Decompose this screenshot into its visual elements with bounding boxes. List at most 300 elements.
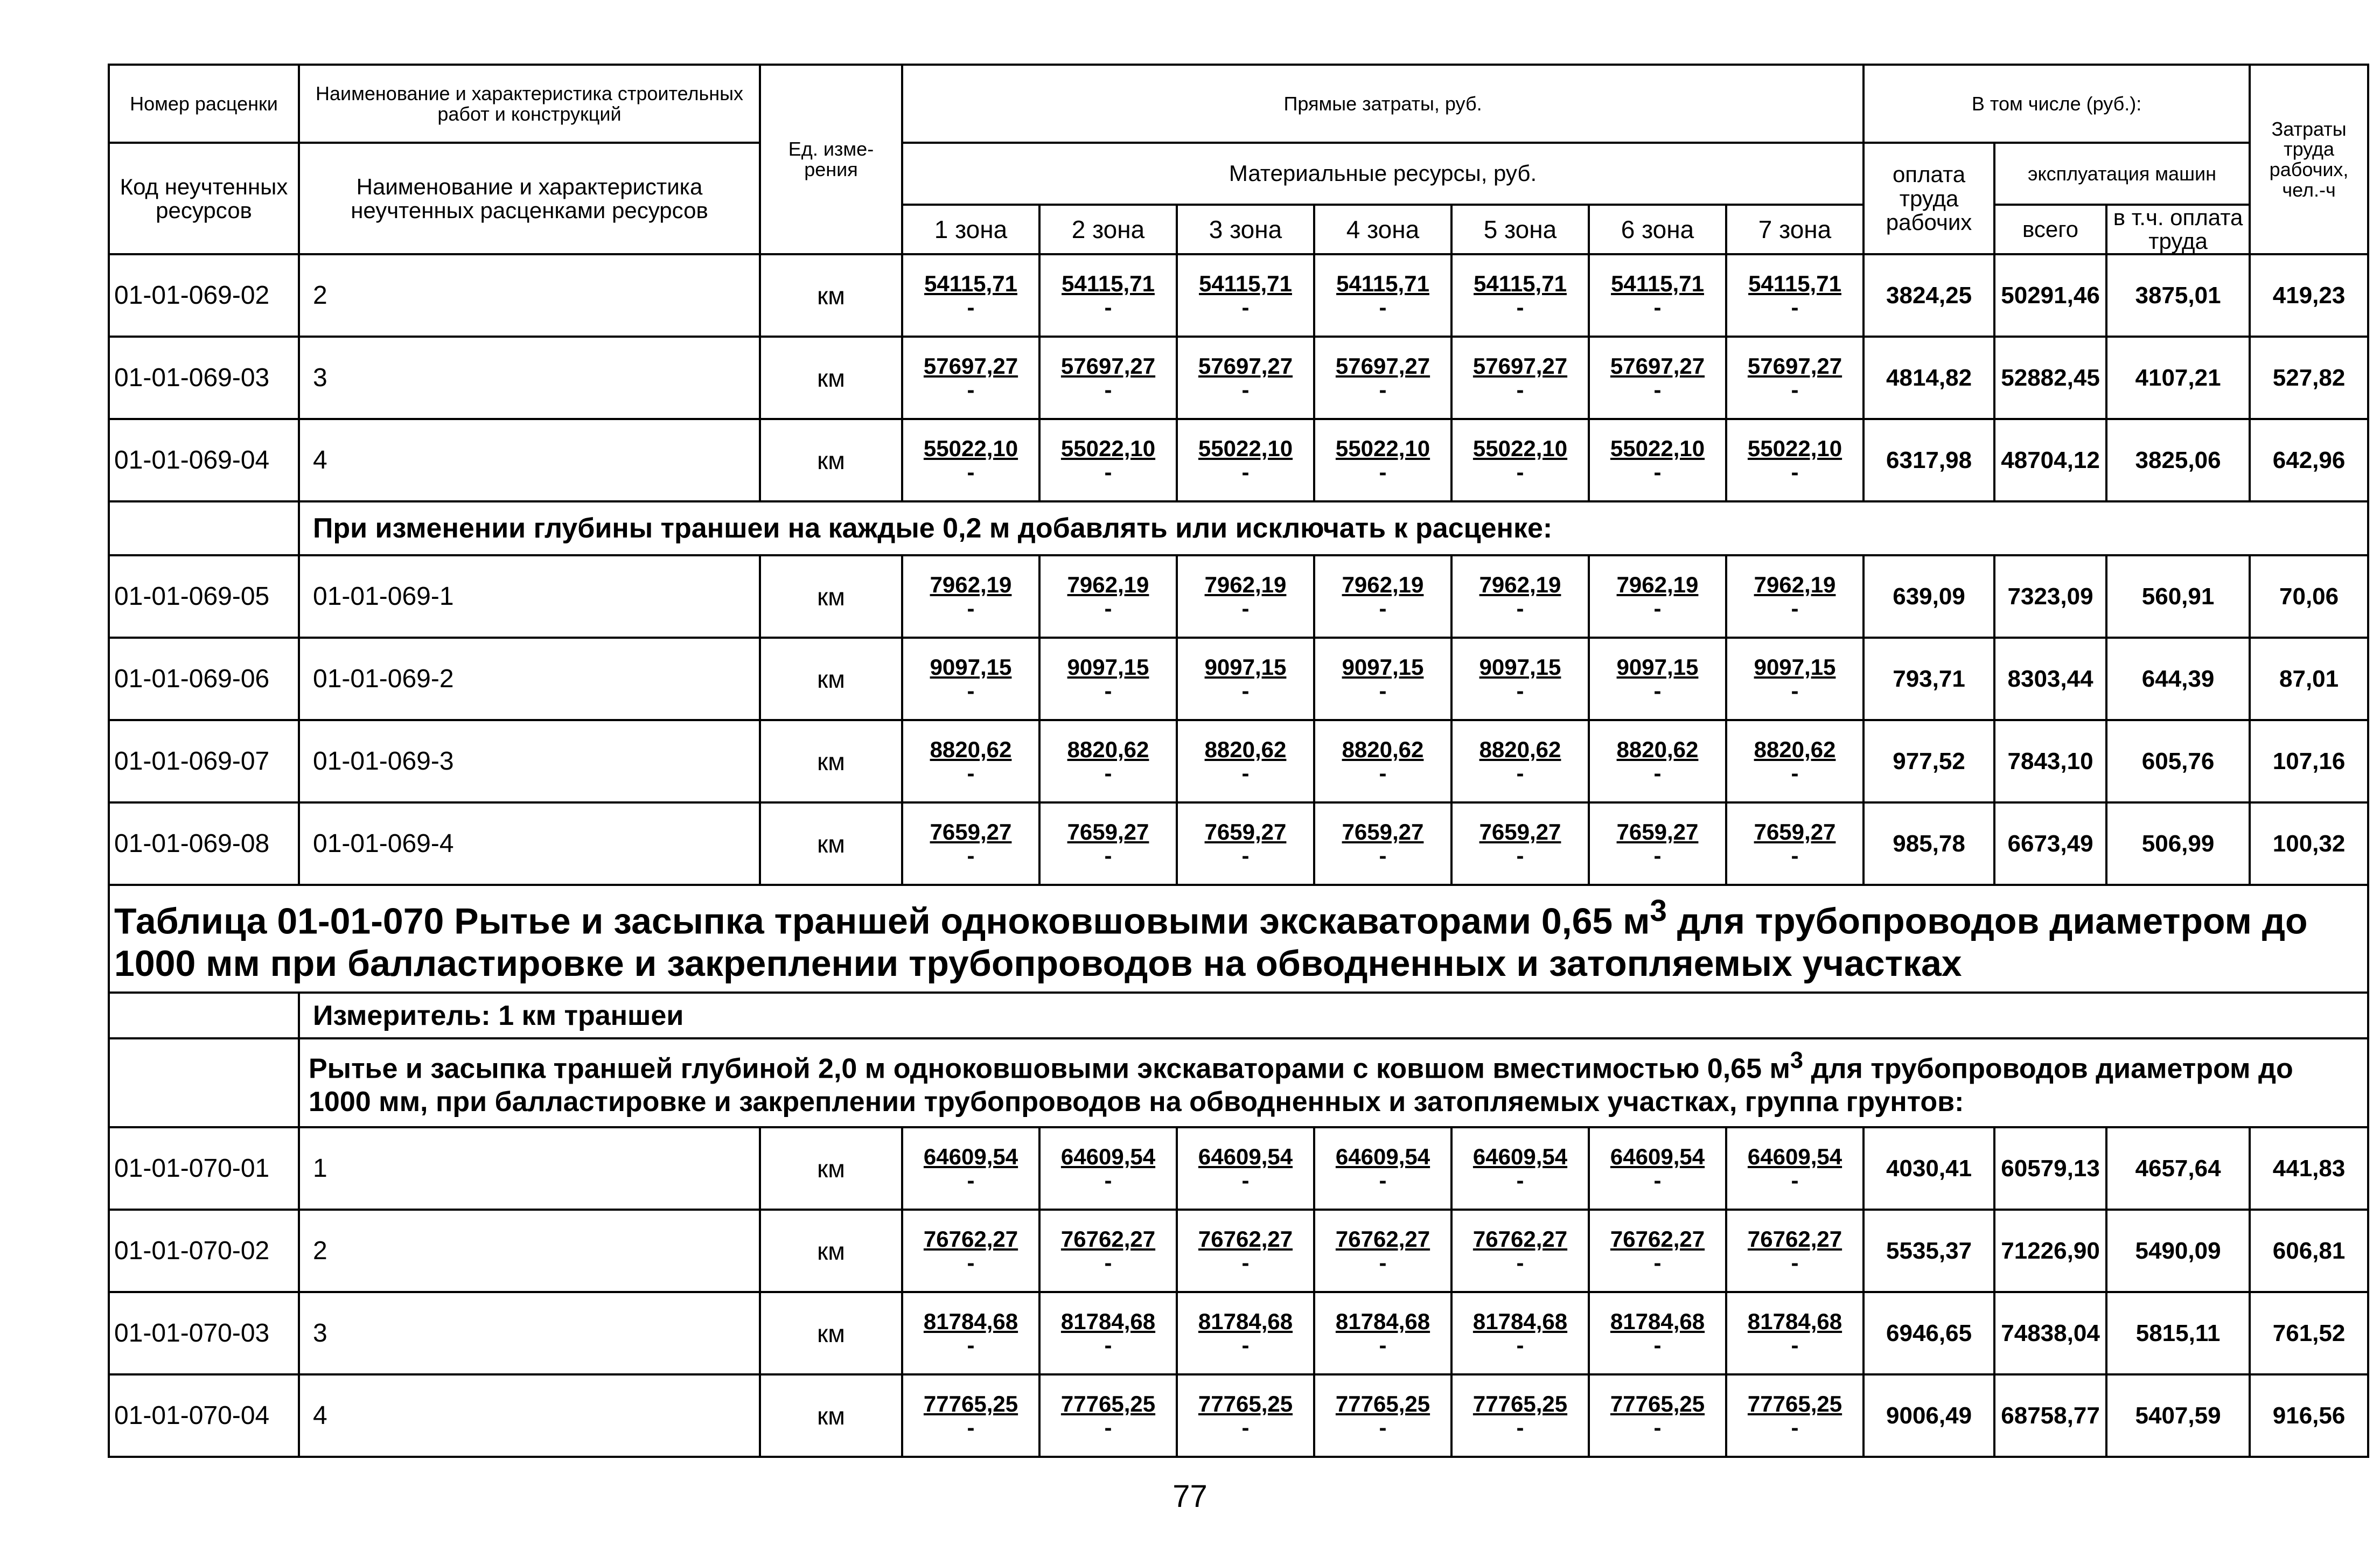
zone-cost-sub: - — [1379, 760, 1387, 786]
header-work-name: Наименование и характеристика строительных работ и конструкций — [299, 65, 760, 143]
zone-cost-cell — [1451, 419, 1589, 501]
zone-cost-sub: - — [967, 1332, 975, 1358]
zone-cost: 9097,15 — [1204, 654, 1287, 680]
zone-cost-sub: - — [1791, 595, 1799, 621]
zone-cost: 7962,19 — [1479, 571, 1561, 597]
zone-cost: 7659,27 — [1616, 819, 1699, 844]
zone-cost-cell — [1451, 555, 1589, 638]
zone-cost-sub: - — [1104, 376, 1112, 402]
rate-unit: км — [760, 1210, 902, 1292]
zone-cost-sub: - — [1379, 294, 1387, 320]
zone-cost: 7659,27 — [1754, 819, 1836, 844]
zone-cost-sub: - — [1104, 842, 1112, 868]
zone-cost-sub: - — [1241, 1249, 1250, 1275]
zone-cost-sub: - — [1516, 842, 1524, 868]
table-row — [109, 1374, 2368, 1457]
zone-cost: 54115,71 — [1611, 270, 1704, 296]
zone-cost: 7962,19 — [1342, 571, 1424, 597]
zone-cost-sub: - — [967, 760, 975, 786]
zone-cost-sub: - — [1379, 1332, 1387, 1358]
zone-cost: 76762,27 — [1747, 1226, 1842, 1252]
zone-cost-cell — [1451, 1210, 1589, 1292]
zone-cost: 8820,62 — [1754, 736, 1836, 762]
zone-cost-cell — [1589, 1374, 1726, 1457]
zone-cost-cell — [1589, 802, 1726, 885]
zone-cost-cell — [1039, 802, 1177, 885]
table-row — [109, 1127, 2368, 1210]
zone-cost: 7962,19 — [1067, 571, 1149, 597]
zone-cost: 57697,27 — [1060, 353, 1156, 379]
machines-total-value: 8303,44 — [1994, 638, 2106, 720]
meter-row — [109, 993, 2368, 1038]
zone-cost-cell — [1726, 419, 1863, 501]
zone-cost-sub: - — [1791, 459, 1799, 485]
rate-unit: км — [760, 802, 902, 885]
machines-total-value: 6673,49 — [1994, 802, 2106, 885]
zone-cost-sub: - — [1379, 459, 1387, 485]
zone-cost: 77765,25 — [923, 1391, 1018, 1416]
machines-wages-value: 605,76 — [2106, 720, 2250, 802]
header-including: В том числе (руб.): — [1863, 65, 2250, 143]
labor-value: 100,32 — [2250, 802, 2368, 885]
rate-name: 3 — [299, 337, 760, 419]
rate-name: 2 — [299, 1210, 760, 1292]
zone-cost-cell — [1451, 638, 1589, 720]
zone-cost-cell — [1589, 638, 1726, 720]
wages-value: 3824,25 — [1863, 254, 1994, 337]
zone-cost-sub: - — [1653, 1332, 1662, 1358]
zone-cost-cell — [1039, 1374, 1177, 1457]
table-row — [109, 1210, 2368, 1292]
zone-cost-cell — [1314, 1374, 1451, 1457]
zone-cost: 64609,54 — [1335, 1143, 1430, 1169]
header-labor: Затраты труда рабочих, чел.-ч — [2250, 65, 2368, 254]
zone-cost: 81784,68 — [1610, 1308, 1705, 1334]
zone-cost: 81784,68 — [1198, 1308, 1293, 1334]
rate-name: 01-01-069-4 — [299, 802, 760, 885]
zone-cost-sub: - — [1241, 760, 1250, 786]
zone-cost: 57697,27 — [923, 353, 1018, 379]
zone-cost-cell — [902, 802, 1039, 885]
table-title-row — [109, 885, 2368, 993]
zone-cost-cell — [902, 720, 1039, 802]
machines-total-value: 74838,04 — [1994, 1292, 2106, 1374]
price-table — [108, 64, 2369, 1458]
zone-cost-sub: - — [1379, 678, 1387, 703]
zone-cost-cell — [1314, 1210, 1451, 1292]
wages-value: 5535,37 — [1863, 1210, 1994, 1292]
zone-cost: 54115,71 — [924, 270, 1017, 296]
zone-cost-cell — [1177, 720, 1314, 802]
zone-cost-cell — [1726, 802, 1863, 885]
zone-cost-sub: - — [1653, 1249, 1662, 1275]
zone-cost-sub: - — [1791, 760, 1799, 786]
zone-cost: 77765,25 — [1747, 1391, 1842, 1416]
zone-cost-cell — [902, 1374, 1039, 1457]
zone-cost-sub: - — [1791, 1332, 1799, 1358]
zone-cost: 8820,62 — [1479, 736, 1561, 762]
header-machines-total: всего — [1994, 205, 2106, 254]
rate-unit: км — [760, 1127, 902, 1210]
depth-note: При изменении глубины траншеи на каждые 0,2 м добавлять или исключать к расценке: — [299, 501, 2368, 555]
zone-cost-cell — [902, 1127, 1039, 1210]
zone-cost-sub: - — [1653, 1167, 1662, 1193]
zone-cost: 81784,68 — [1335, 1308, 1430, 1334]
table-row — [109, 419, 2368, 501]
header-zone: 4 зона — [1314, 205, 1451, 254]
wages-value: 977,52 — [1863, 720, 1994, 802]
zone-cost: 64609,54 — [923, 1143, 1018, 1169]
zone-cost-sub: - — [1653, 678, 1662, 703]
rate-name: 01-01-069-3 — [299, 720, 760, 802]
zone-cost-sub: - — [1104, 760, 1112, 786]
zone-cost-sub: - — [1791, 376, 1799, 402]
zone-cost-sub: - — [1379, 595, 1387, 621]
zone-cost-sub: - — [967, 1249, 975, 1275]
zone-cost-cell — [1451, 337, 1589, 419]
zone-cost-cell — [1726, 638, 1863, 720]
zone-cost: 7659,27 — [1342, 819, 1424, 844]
zone-cost-sub: - — [1653, 760, 1662, 786]
zone-cost-sub: - — [967, 376, 975, 402]
zone-cost-sub: - — [967, 459, 975, 485]
zone-cost-sub: - — [1379, 1249, 1387, 1275]
zone-cost-cell — [1039, 1127, 1177, 1210]
zone-cost-cell — [1177, 555, 1314, 638]
zone-cost-sub: - — [1241, 678, 1250, 703]
zone-cost-cell — [1039, 254, 1177, 337]
zone-cost-sub: - — [1241, 294, 1250, 320]
wages-value: 985,78 — [1863, 802, 1994, 885]
text-part: Рытье и засыпка траншей глубиной 2,0 м одноковшовыми экскаваторами с ковшом вместимостью 0,65 м — [309, 1052, 1790, 1084]
zone-cost-cell — [1726, 720, 1863, 802]
zone-cost-cell — [1177, 1210, 1314, 1292]
zone-cost: 9097,15 — [930, 654, 1012, 680]
zone-cost-sub: - — [967, 595, 975, 621]
zone-cost-cell — [1039, 638, 1177, 720]
header-wages: оплата труда рабочих — [1863, 143, 1994, 254]
machines-wages-value: 644,39 — [2106, 638, 2250, 720]
zone-cost: 77765,25 — [1335, 1391, 1430, 1416]
machines-total-value: 60579,13 — [1994, 1127, 2106, 1210]
zone-cost-sub: - — [1104, 678, 1112, 703]
zone-cost-cell — [1589, 1127, 1726, 1210]
zone-cost-sub: - — [1241, 1167, 1250, 1193]
zone-cost-cell — [902, 419, 1039, 501]
zone-cost-sub: - — [1241, 1414, 1250, 1440]
zone-cost-cell — [1726, 1127, 1863, 1210]
rate-code: 01-01-070-02 — [109, 1210, 299, 1292]
labor-value: 70,06 — [2250, 555, 2368, 638]
zone-cost: 54115,71 — [1062, 270, 1155, 296]
rate-unit: км — [760, 638, 902, 720]
machines-wages-value: 3875,01 — [2106, 254, 2250, 337]
header-zone: 7 зона — [1726, 205, 1863, 254]
zone-cost-sub: - — [1653, 1414, 1662, 1440]
zone-cost: 64609,54 — [1198, 1143, 1293, 1169]
rate-unit: км — [760, 254, 902, 337]
zone-cost-cell — [1314, 1127, 1451, 1210]
rate-name: 4 — [299, 1374, 760, 1457]
zone-cost: 8820,62 — [930, 736, 1012, 762]
zone-cost-cell — [1039, 1210, 1177, 1292]
rate-unit: км — [760, 419, 902, 501]
zone-cost: 64609,54 — [1747, 1143, 1842, 1169]
rate-name: 4 — [299, 419, 760, 501]
zone-cost: 81784,68 — [923, 1308, 1018, 1334]
zone-cost: 8820,62 — [1616, 736, 1699, 762]
zone-cost: 8820,62 — [1342, 736, 1424, 762]
header-direct-costs: Прямые затраты, руб. — [902, 65, 1863, 143]
header-unaccounted-name: Наименование и характеристика неучтенных расценками ресурсов — [299, 143, 760, 254]
zone-cost-sub: - — [1241, 595, 1250, 621]
zone-cost-cell — [1726, 254, 1863, 337]
zone-cost-cell — [902, 254, 1039, 337]
rate-unit: км — [760, 720, 902, 802]
zone-cost-sub: - — [1241, 1332, 1250, 1358]
zone-cost-cell — [1039, 1292, 1177, 1374]
text-part: для трубопроводов диаметром до 1000 мм при балластировке и закреплении трубопроводов на обводненных и затопляемых участках — [114, 900, 2308, 984]
rate-name: 01-01-069-1 — [299, 555, 760, 638]
rate-unit: км — [760, 1374, 902, 1457]
zone-cost-cell — [1177, 802, 1314, 885]
machines-total-value: 48704,12 — [1994, 419, 2106, 501]
rate-code: 01-01-070-03 — [109, 1292, 299, 1374]
empty-cell — [109, 501, 299, 555]
zone-cost: 76762,27 — [1610, 1226, 1705, 1252]
zone-cost-sub: - — [1104, 459, 1112, 485]
zone-cost-sub: - — [1653, 595, 1662, 621]
zone-cost-cell — [1726, 1210, 1863, 1292]
zone-cost-sub: - — [1104, 595, 1112, 621]
zone-cost-sub: - — [1653, 842, 1662, 868]
zone-cost-sub: - — [1516, 294, 1524, 320]
zone-cost-cell — [902, 638, 1039, 720]
labor-value: 87,01 — [2250, 638, 2368, 720]
labor-value: 916,56 — [2250, 1374, 2368, 1457]
labor-value: 441,83 — [2250, 1127, 2368, 1210]
machines-wages-value: 506,99 — [2106, 802, 2250, 885]
zone-cost: 76762,27 — [1198, 1226, 1293, 1252]
zone-cost: 57697,27 — [1198, 353, 1293, 379]
zone-cost-sub: - — [1516, 1167, 1524, 1193]
zone-cost-sub: - — [1379, 376, 1387, 402]
zone-cost: 55022,10 — [1747, 435, 1842, 461]
wages-value: 9006,49 — [1863, 1374, 1994, 1457]
zone-cost: 57697,27 — [1747, 353, 1842, 379]
zone-cost-sub: - — [967, 1167, 975, 1193]
wages-value: 4814,82 — [1863, 337, 1994, 419]
zone-cost-cell — [1314, 254, 1451, 337]
wages-value: 6317,98 — [1863, 419, 1994, 501]
zone-cost-cell — [1589, 1210, 1726, 1292]
zone-cost: 9097,15 — [1754, 654, 1836, 680]
zone-cost-sub: - — [1516, 1414, 1524, 1440]
table-row — [109, 802, 2368, 885]
rate-code: 01-01-070-01 — [109, 1127, 299, 1210]
zone-cost-cell — [1451, 1127, 1589, 1210]
machines-total-value: 7323,09 — [1994, 555, 2106, 638]
zone-cost: 76762,27 — [1335, 1226, 1430, 1252]
zone-cost-sub: - — [1241, 459, 1250, 485]
zone-cost: 77765,25 — [1198, 1391, 1293, 1416]
zone-cost-cell — [902, 1210, 1039, 1292]
table-row — [109, 720, 2368, 802]
header-unit: Ед. изме- рения — [760, 65, 902, 254]
zone-cost: 76762,27 — [923, 1226, 1018, 1252]
header-machines: эксплуатация машин — [1994, 143, 2250, 205]
zone-cost: 8820,62 — [1204, 736, 1287, 762]
rate-code: 01-01-069-07 — [109, 720, 299, 802]
zone-cost: 7962,19 — [1616, 571, 1699, 597]
zone-cost-sub: - — [1791, 1414, 1799, 1440]
machines-total-value: 7843,10 — [1994, 720, 2106, 802]
zone-cost-sub: - — [967, 842, 975, 868]
zone-cost: 9097,15 — [1067, 654, 1149, 680]
zone-cost-cell — [1314, 638, 1451, 720]
meter-label: Измеритель: 1 км траншеи — [299, 993, 2368, 1038]
wages-value: 4030,41 — [1863, 1127, 1994, 1210]
zone-cost-cell — [1589, 337, 1726, 419]
zone-cost: 7659,27 — [1067, 819, 1149, 844]
rate-unit: км — [760, 555, 902, 638]
zone-cost-cell — [1177, 419, 1314, 501]
zone-cost-sub: - — [1516, 1249, 1524, 1275]
zone-cost-cell — [1589, 720, 1726, 802]
table-row — [109, 638, 2368, 720]
superscript: 3 — [1790, 1047, 1804, 1073]
header-zone: 3 зона — [1177, 205, 1314, 254]
zone-cost: 55022,10 — [1335, 435, 1430, 461]
zone-cost-sub: - — [1791, 1167, 1799, 1193]
rate-unit: км — [760, 1292, 902, 1374]
text-part: Таблица 01-01-070 Рытье и засыпка траншей одноковшовыми экскаваторами 0,65 м — [114, 900, 1650, 942]
rate-code: 01-01-069-04 — [109, 419, 299, 501]
text-part: для трубопроводов диаметром до 1000 мм, при балластировке и закреплении трубопроводов на обводненных и затопляемых участках, группа грунтов: — [309, 1052, 2293, 1118]
machines-wages-value: 5407,59 — [2106, 1374, 2250, 1457]
zone-cost-cell — [1314, 802, 1451, 885]
zone-cost: 7962,19 — [1204, 571, 1287, 597]
rate-code: 01-01-070-04 — [109, 1374, 299, 1457]
zone-cost-sub: - — [1104, 1249, 1112, 1275]
machines-total-value: 68758,77 — [1994, 1374, 2106, 1457]
rate-name: 2 — [299, 254, 760, 337]
zone-cost-cell — [1177, 337, 1314, 419]
zone-cost-sub: - — [967, 678, 975, 703]
zone-cost-cell — [1451, 1374, 1589, 1457]
zone-cost: 7659,27 — [930, 819, 1012, 844]
zone-cost: 9097,15 — [1342, 654, 1424, 680]
zone-cost-cell — [1589, 254, 1726, 337]
zone-cost-sub: - — [1241, 376, 1250, 402]
header-rate-no: Номер расценки — [109, 65, 299, 143]
zone-cost: 9097,15 — [1479, 654, 1561, 680]
zone-cost-cell — [1039, 720, 1177, 802]
zone-cost-cell — [1314, 1292, 1451, 1374]
zone-cost: 64609,54 — [1060, 1143, 1156, 1169]
machines-wages-value: 3825,06 — [2106, 419, 2250, 501]
wages-value: 793,71 — [1863, 638, 1994, 720]
zone-cost-sub: - — [967, 294, 975, 320]
zone-cost-cell — [1451, 1292, 1589, 1374]
table-description — [299, 1038, 2368, 1127]
labor-value: 761,52 — [2250, 1292, 2368, 1374]
rate-code: 01-01-069-02 — [109, 254, 299, 337]
zone-cost: 81784,68 — [1472, 1308, 1568, 1334]
header-zone: 1 зона — [902, 205, 1039, 254]
table-row — [109, 337, 2368, 419]
zone-cost: 77765,25 — [1060, 1391, 1156, 1416]
zone-cost-cell — [1039, 555, 1177, 638]
zone-cost-sub: - — [1653, 376, 1662, 402]
zone-cost: 77765,25 — [1472, 1391, 1568, 1416]
table-title — [109, 885, 2368, 993]
zone-cost-cell — [1589, 1292, 1726, 1374]
wages-value: 639,09 — [1863, 555, 1994, 638]
zone-cost-cell — [1039, 419, 1177, 501]
machines-wages-value: 5815,11 — [2106, 1292, 2250, 1374]
zone-cost: 8820,62 — [1067, 736, 1149, 762]
zone-cost-cell — [1589, 555, 1726, 638]
zone-cost-cell — [1451, 254, 1589, 337]
zone-cost: 9097,15 — [1616, 654, 1699, 680]
zone-cost-cell — [1314, 555, 1451, 638]
machines-wages-value: 4107,21 — [2106, 337, 2250, 419]
zone-cost: 55022,10 — [1198, 435, 1293, 461]
header-machines-wages: в т.ч. оплата труда — [2106, 205, 2250, 254]
zone-cost: 55022,10 — [1610, 435, 1705, 461]
table-row — [109, 1292, 2368, 1374]
header-unaccounted-code: Код неучтенных ресурсов — [109, 143, 299, 254]
zone-cost-sub: - — [1653, 294, 1662, 320]
zone-cost-sub: - — [1653, 459, 1662, 485]
zone-cost-sub: - — [1791, 678, 1799, 703]
zone-cost-cell — [1726, 1292, 1863, 1374]
labor-value: 107,16 — [2250, 720, 2368, 802]
rate-unit: км — [760, 337, 902, 419]
rate-name: 1 — [299, 1127, 760, 1210]
header-zone: 2 зона — [1039, 205, 1177, 254]
zone-cost: 7659,27 — [1204, 819, 1287, 844]
zone-cost-sub: - — [1516, 1332, 1524, 1358]
empty-cell — [109, 1038, 299, 1127]
zone-cost-sub: - — [1104, 294, 1112, 320]
zone-cost-sub: - — [1516, 760, 1524, 786]
zone-cost: 57697,27 — [1610, 353, 1705, 379]
zone-cost: 77765,25 — [1610, 1391, 1705, 1416]
zone-cost-cell — [902, 1292, 1039, 1374]
zone-cost-sub: - — [1791, 1249, 1799, 1275]
zone-cost: 54115,71 — [1748, 270, 1841, 296]
zone-cost-cell — [1177, 1292, 1314, 1374]
zone-cost-cell — [1726, 1374, 1863, 1457]
zone-cost: 64609,54 — [1610, 1143, 1705, 1169]
zone-cost: 54115,71 — [1336, 270, 1429, 296]
zone-cost-cell — [1177, 254, 1314, 337]
machines-wages-value: 5490,09 — [2106, 1210, 2250, 1292]
zone-cost: 55022,10 — [1472, 435, 1568, 461]
machines-wages-value: 560,91 — [2106, 555, 2250, 638]
zone-cost-sub: - — [1241, 842, 1250, 868]
header-materials: Материальные ресурсы, руб. — [902, 143, 1863, 205]
labor-value: 419,23 — [2250, 254, 2368, 337]
labor-value: 606,81 — [2250, 1210, 2368, 1292]
zone-cost-sub: - — [967, 1414, 975, 1440]
header-zone: 5 зона — [1451, 205, 1589, 254]
page-number: 77 — [1172, 1479, 1208, 1514]
zone-cost-cell — [1726, 337, 1863, 419]
rate-code: 01-01-069-06 — [109, 638, 299, 720]
